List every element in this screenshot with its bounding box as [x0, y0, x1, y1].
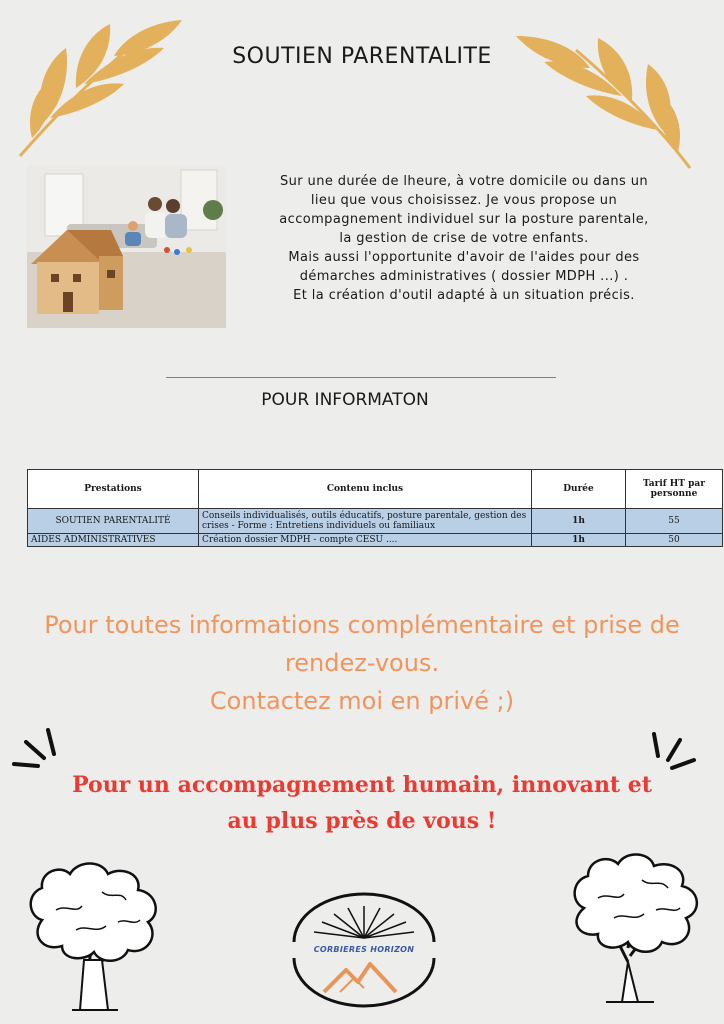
header-tarif: Tarif HT par personne: [626, 470, 723, 509]
contact-line: Contactez moi en privé ;): [209, 687, 515, 715]
header-prestations: Prestations: [28, 470, 199, 509]
cell-prestation: SOUTIEN PARENTALITÉ: [28, 509, 199, 534]
logo-text: CORBIERES HORIZON: [313, 945, 415, 954]
contact-line: rendez-vous.: [284, 649, 440, 677]
page-title: SOUTIEN PARENTALITE: [232, 44, 492, 69]
slogan-line: au plus près de vous !: [227, 808, 497, 834]
info-heading: POUR INFORMATON: [261, 390, 429, 410]
cell-duree: 1h: [532, 509, 626, 534]
cell-tarif: 55: [626, 509, 723, 534]
golden-leaf-branch-left-icon: [14, 14, 204, 164]
cell-prestation: AIDES ADMINISTRATIVES: [28, 534, 199, 547]
tree-right-icon: [562, 852, 708, 1004]
intro-line: Mais aussi l'opportunite d'avoir de l'aides pour des: [288, 250, 640, 265]
slogan: [20, 767, 704, 839]
section-divider: [166, 377, 556, 378]
contact-line: Pour toutes informations complémentaire et prise de: [44, 611, 680, 639]
intro-line: Et la création d'outil adapté à un situation précis.: [293, 288, 635, 303]
intro-line: Sur une durée de lheure, à votre domicile ou dans un: [279, 174, 649, 189]
slogan-line: Pour un accompagnement humain, innovant et: [72, 772, 652, 798]
tree-left-icon: [22, 860, 168, 1012]
header-duree: Durée: [532, 470, 626, 509]
cell-contenu: Création dossier MDPH - compte CESU ....: [199, 534, 532, 547]
pricing-table: [27, 469, 706, 547]
header-contenu: Contenu inclus: [199, 470, 532, 509]
contact-message: [20, 606, 704, 720]
intro-line: lieu que vous choisissez. Je vous propose un: [310, 193, 618, 208]
intro-line: démarches administratives ( dossier MDPH ...) .: [299, 269, 629, 284]
cell-contenu: Conseils individualisés, outils éducatifs, posture parentale, gestion des crises - Forme : Entretiens individuels ou familiaux: [199, 509, 532, 534]
intro-line: la gestion de crise de votre enfants.: [339, 231, 589, 246]
table-row: [28, 509, 723, 534]
intro-paragraph: [250, 172, 678, 305]
intro-line: accompagnement individuel sur la posture parentale,: [279, 212, 649, 227]
table-header-row: [28, 470, 723, 509]
cell-tarif: 50: [626, 534, 723, 547]
table-row: [28, 534, 723, 547]
corbieres-horizon-logo: [284, 888, 444, 1016]
cell-duree: 1h: [532, 534, 626, 547]
family-house-photo: [27, 166, 226, 328]
